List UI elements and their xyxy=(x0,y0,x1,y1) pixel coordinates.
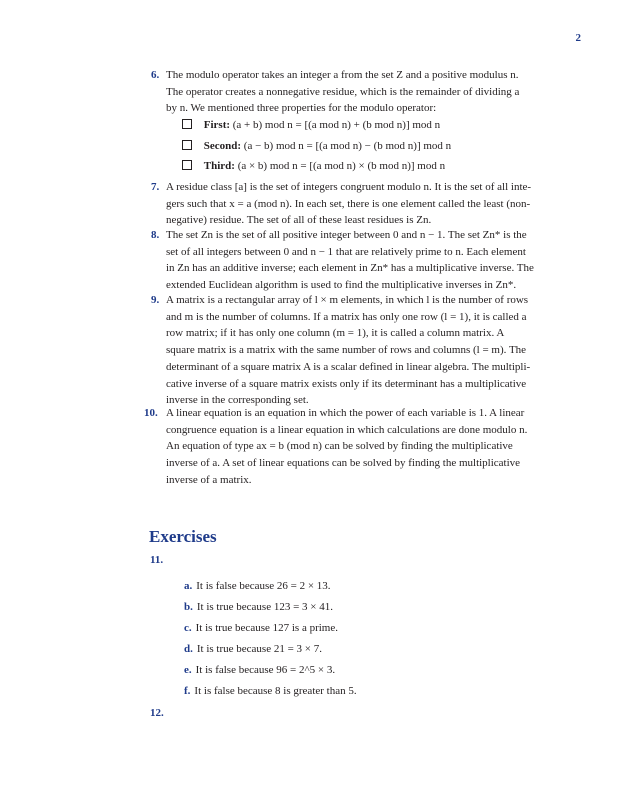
item-line: row matrix; if it has only one column (m = 1), it is called a column matrix. A xyxy=(166,327,505,340)
property-formula: (a + b) mod n = [(a mod n) + (b mod n)] mod n xyxy=(232,119,441,131)
answer-letter: f. xyxy=(184,685,191,697)
answer-b xyxy=(184,601,333,613)
property-first xyxy=(182,117,440,133)
checkbox-bullet-icon xyxy=(182,140,192,150)
answer-a xyxy=(184,580,331,592)
item-number: 7. xyxy=(151,181,160,193)
item-number: 10. xyxy=(144,407,158,419)
summary-item-10 xyxy=(144,405,584,489)
item-line: The modulo operator takes an integer a from the set Z and a positive modulus n. xyxy=(166,69,519,81)
property-formula: (a − b) mod n = [(a mod n) − (b mod n)] mod n xyxy=(243,140,452,152)
item-line: The operator creates a nonnegative residue, which is the remainder of dividing a xyxy=(166,85,520,98)
answer-text: It is false because 8 is greater than 5. xyxy=(194,685,357,697)
property-label: First: xyxy=(203,119,231,131)
answer-text: It is true because 127 is a prime. xyxy=(195,622,338,634)
answer-c xyxy=(184,622,338,634)
item-line: inverse of a matrix. xyxy=(166,473,252,486)
answer-letter: d. xyxy=(184,643,193,655)
summary-item-8 xyxy=(151,227,584,294)
answer-f xyxy=(184,685,357,697)
item-line: square matrix is a matrix with the same number of rows and columns (l = m). The xyxy=(166,344,527,357)
answer-letter: b. xyxy=(184,601,193,613)
answer-text: It is false because 26 = 2 × 13. xyxy=(196,580,331,592)
item-line: by n. We mentioned three properties for the modulo operator: xyxy=(166,102,437,115)
item-number: 8. xyxy=(151,229,160,241)
exercises-heading: Exercises xyxy=(149,527,217,546)
property-formula: (a × b) mod n = [(a mod n) × (b mod n)] mod n xyxy=(237,160,446,172)
item-line: An equation of type ax = b (mod n) can be solved by finding the multiplicative xyxy=(166,440,513,453)
answer-e xyxy=(184,664,335,676)
exercise-number-11: 11. xyxy=(150,554,164,566)
answer-letter: a. xyxy=(184,580,193,592)
item-line: A linear equation is an equation in which the power of each variable is 1. A linear xyxy=(166,407,525,419)
summary-item-7 xyxy=(151,179,584,229)
item-line: negative) residue. The set of all of these least residues is Zn. xyxy=(166,214,432,227)
item-line: inverse of a. A set of linear equations can be solved by finding the multiplicative xyxy=(166,457,521,470)
exercise-number-12: 12. xyxy=(150,707,164,719)
summary-item-6 xyxy=(151,67,584,117)
answer-d xyxy=(184,643,322,655)
property-label: Second: xyxy=(203,140,242,152)
answer-text: It is true because 21 = 3 × 7. xyxy=(196,643,322,655)
item-line: gers such that x = a (mod n). In each set, there is one element called the least (non- xyxy=(166,197,531,210)
property-third xyxy=(182,158,445,174)
item-number: 6. xyxy=(151,69,160,81)
item-number: 9. xyxy=(151,294,160,306)
answer-text: It is false because 96 = 2^5 × 3. xyxy=(195,664,336,676)
item-line: determinant of a square matrix A is a scalar defined in linear algebra. The multipli- xyxy=(166,360,531,373)
item-line: and m is the number of columns. If a matrix has only one row (l = 1), it is called a xyxy=(166,310,527,323)
summary-item-9 xyxy=(151,292,584,409)
item-line: in Zn has an additive inverse; each element in Zn* has a multiplicative inverse. The xyxy=(166,262,534,275)
answer-text: It is true because 123 = 3 × 41. xyxy=(196,601,333,613)
checkbox-bullet-icon xyxy=(182,160,192,170)
item-line: cative inverse of a square matrix exists only if its determinant has a multiplicative xyxy=(166,377,527,390)
checkbox-bullet-icon xyxy=(182,119,192,129)
item-line: extended Euclidean algorithm is used to find the multiplicative inverses in Zn*. xyxy=(166,279,517,292)
item-line: A matrix is a rectangular array of l × m elements, in which l is the number of rows xyxy=(166,294,529,306)
property-second xyxy=(182,138,451,154)
property-label: Third: xyxy=(203,160,235,172)
item-line: set of all integers between 0 and n − 1 that are relatively prime to n. Each element xyxy=(166,245,526,258)
item-line: The set Zn is the set of all positive integer between 0 and n − 1. The set Zn* is the xyxy=(166,229,527,241)
answer-letter: e. xyxy=(184,664,192,676)
answer-letter: c. xyxy=(184,622,192,634)
item-line: A residue class [a] is the set of integers congruent modulo n. It is the set of all inte- xyxy=(166,181,532,193)
page-number: 2 xyxy=(575,32,581,44)
item-line: inverse in the corresponding set. xyxy=(166,394,309,407)
item-line: congruence equation is a linear equation in which calculations are done modulo n. xyxy=(166,423,528,436)
